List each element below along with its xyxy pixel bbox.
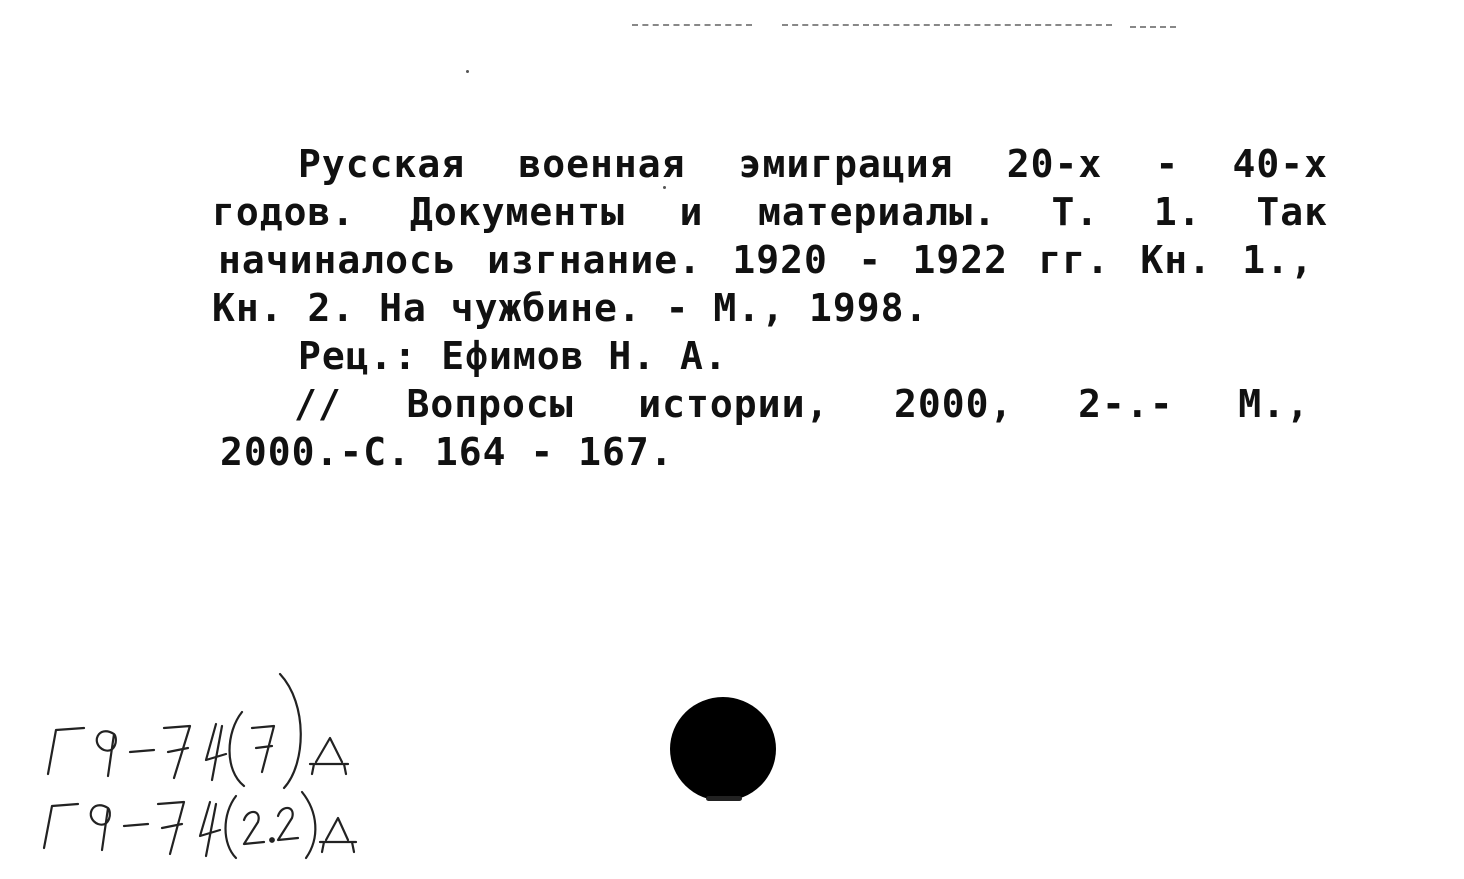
word: - — [1155, 142, 1180, 186]
word: 40-х — [1232, 142, 1328, 186]
word: истории, — [638, 382, 830, 426]
word: 20-х — [1006, 142, 1103, 186]
word: Документы — [409, 190, 625, 234]
word: Кн. — [1140, 238, 1212, 282]
word: 1922 — [912, 238, 1008, 282]
word: эмиграция — [738, 142, 954, 186]
punch-hole — [670, 697, 776, 801]
entry-title-line-3 — [212, 236, 1328, 284]
entry-title-line-1 — [212, 140, 1328, 188]
word: Т. — [1051, 190, 1100, 234]
word: гг. — [1038, 238, 1110, 282]
scan-artifact-line — [1130, 26, 1176, 28]
word: изгнание. — [487, 238, 703, 282]
word: Вопросы — [406, 382, 574, 426]
source-pages-line: 2000.-С. 164 - 167. — [220, 430, 674, 474]
word: 2000, — [894, 382, 1014, 426]
entry-title-line-2 — [212, 188, 1328, 236]
word: годов. — [212, 190, 356, 234]
word: военная — [518, 142, 686, 186]
word: 2-.- — [1078, 382, 1174, 426]
word: 1920 — [732, 238, 828, 282]
word: 1. — [1153, 190, 1202, 234]
word: материалы. — [758, 190, 997, 234]
handwritten-shelfmark-drawing — [30, 668, 410, 868]
scan-artifact-dot — [466, 70, 469, 73]
word: 1., — [1242, 238, 1314, 282]
word: Так — [1256, 190, 1328, 234]
handwritten-shelfmarks — [30, 668, 410, 868]
word: - — [858, 238, 883, 282]
word: Русская — [298, 142, 466, 186]
scan-artifact-line — [632, 24, 752, 26]
entry-title-line-4: Кн. 2. На чужбине. - М., 1998. — [212, 286, 929, 330]
review-author-line: Рец.: Ефимов Н. А. — [298, 334, 728, 378]
word: // — [294, 382, 342, 426]
source-journal-line — [212, 380, 1328, 428]
punch-hole-shadow — [706, 796, 742, 801]
word: начиналось — [218, 238, 457, 282]
word: и — [679, 190, 704, 234]
word: М., — [1238, 382, 1310, 426]
scan-artifact-line — [782, 24, 1112, 26]
bibliographic-entry — [212, 140, 1328, 476]
